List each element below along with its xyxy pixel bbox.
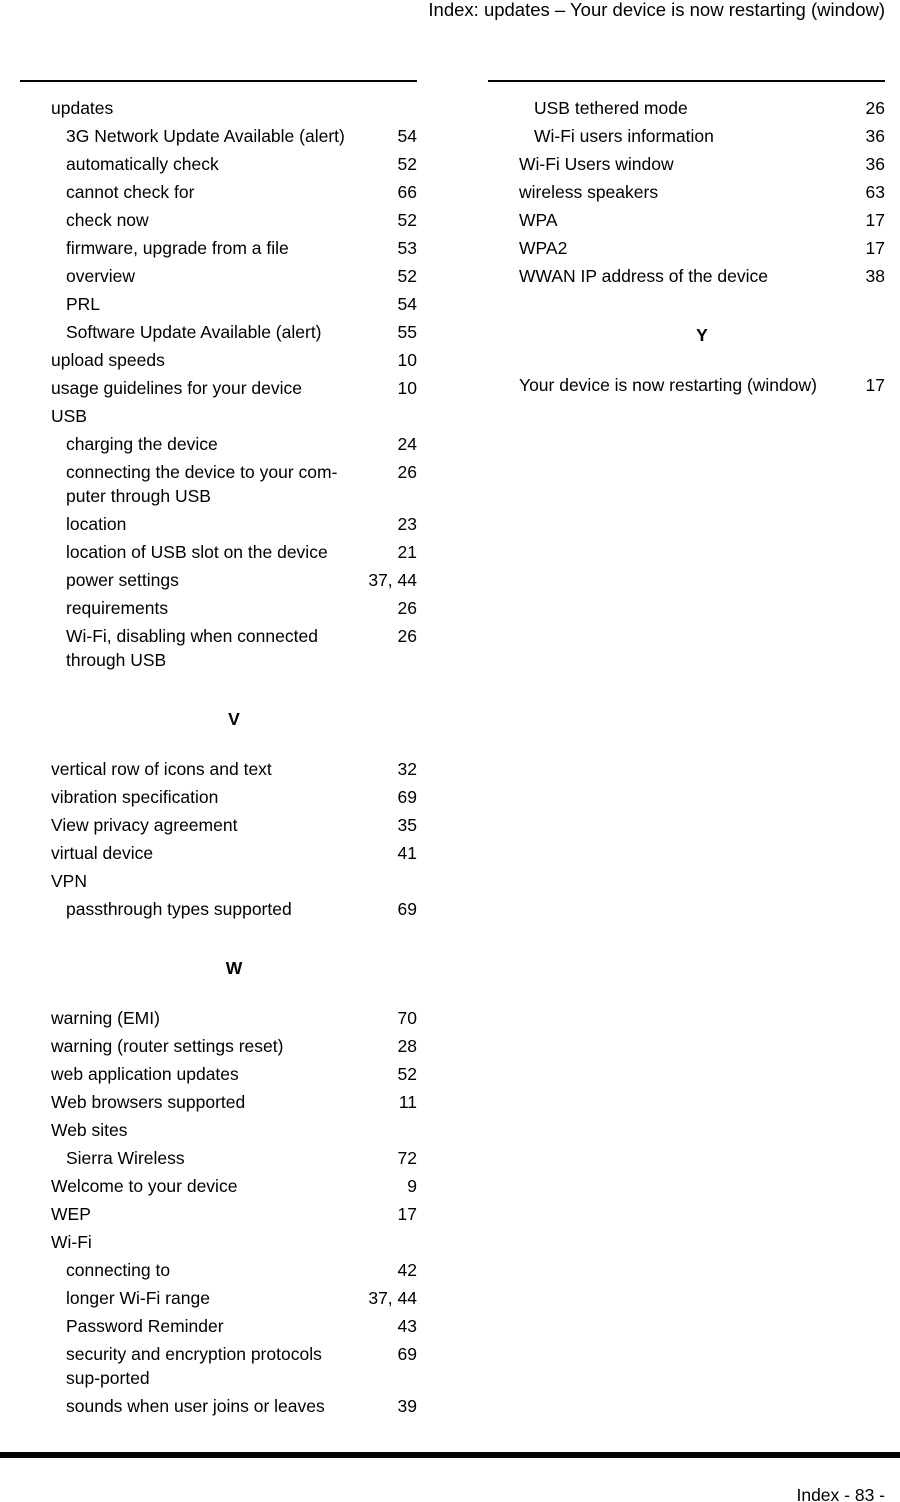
index-subentry: charging the device 24 [66, 434, 417, 454]
index-subentry: location 23 [66, 514, 417, 534]
index-group-updates [20, 96, 417, 672]
page-ref: 17 [865, 375, 885, 395]
page-ref: 69 [397, 899, 417, 919]
index-entry: web application updates 52 [51, 1064, 417, 1084]
section-letter-v: V [228, 709, 240, 729]
index-group-v [20, 757, 417, 921]
index-entry: Wi-Fi [51, 1232, 92, 1252]
index-entry: WEP 17 [51, 1204, 417, 1224]
page-ref: 69 [397, 787, 417, 807]
page-ref: 23 [397, 514, 417, 534]
page-ref: 53 [397, 238, 417, 258]
index-entry: vertical row of icons and text 32 [51, 759, 417, 779]
index-column-right [488, 80, 885, 401]
index-entry: vibration specification 69 [51, 787, 417, 807]
index-subentry: passthrough types supported 69 [66, 899, 417, 919]
index-entry: updates [51, 98, 114, 118]
index-entry: upload speeds 10 [51, 350, 417, 370]
page-ref: 37, 44 [368, 570, 417, 590]
index-entry: virtual device 41 [51, 843, 417, 863]
page-ref: 36 [865, 126, 885, 146]
page-ref: 52 [397, 210, 417, 230]
index-entry: Wi-Fi Users window 36 [519, 154, 885, 174]
footer-rule [0, 1452, 900, 1458]
index-entry: usage guidelines for your device 10 [51, 378, 417, 398]
page-number: Index - 83 - [796, 1485, 885, 1502]
index-subentry: cannot check for 66 [66, 182, 417, 202]
index-subentry: sounds when user joins or leaves 39 [66, 1396, 417, 1416]
page-ref: 32 [397, 759, 417, 779]
index-entry: Welcome to your device 9 [51, 1176, 417, 1196]
page-ref: 10 [397, 378, 417, 398]
index-entry: WWAN IP address of the device 38 [519, 266, 885, 286]
column-rule [488, 80, 885, 82]
index-entry: Web sites [51, 1120, 128, 1140]
index-subentry: Wi-Fi, disabling when connected through USB 26 [66, 626, 417, 670]
index-subentry: connecting the device to your com-puter through USB 26 [66, 462, 417, 506]
index-subentry: PRL 54 [66, 294, 417, 314]
index-subentry: 3G Network Update Available (alert) 54 [66, 126, 417, 146]
page-ref: 10 [397, 350, 417, 370]
page-ref: 43 [397, 1316, 417, 1336]
page-ref: 11 [398, 1092, 417, 1112]
page-ref: 66 [397, 182, 417, 202]
index-subentry: location of USB slot on the device 21 [66, 542, 417, 562]
index-entry: USB [51, 406, 87, 426]
section-letter-w: W [225, 958, 243, 978]
section-letter-y: Y [696, 325, 708, 345]
page-ref: 72 [397, 1148, 417, 1168]
page-ref: 52 [397, 1064, 417, 1084]
page-ref: 36 [865, 154, 885, 174]
index-column-left [20, 80, 417, 1422]
page-ref: 55 [397, 322, 417, 342]
index-subentry: Wi-Fi users information 36 [534, 126, 885, 146]
index-entry: warning (EMI) 70 [51, 1008, 417, 1028]
page-ref: 41 [397, 843, 417, 863]
page-ref: 63 [865, 182, 885, 202]
page-ref: 38 [865, 266, 885, 286]
column-rule [20, 80, 417, 82]
page-ref: 24 [397, 434, 417, 454]
index-subentry: requirements 26 [66, 598, 417, 618]
index-subentry: Password Reminder 43 [66, 1316, 417, 1336]
page-ref: 26 [397, 626, 417, 646]
page-ref: 26 [865, 98, 885, 118]
page-ref: 54 [397, 126, 417, 146]
index-entry: Web browsers supported 11 [51, 1092, 417, 1112]
page-ref: 52 [397, 266, 417, 286]
page-ref: 21 [397, 542, 417, 562]
page-ref: 17 [397, 1204, 417, 1224]
index-subentry: Sierra Wireless 72 [66, 1148, 417, 1168]
index-entry: View privacy agreement 35 [51, 815, 417, 835]
page-ref: 42 [397, 1260, 417, 1280]
page-ref: 17 [865, 238, 885, 258]
index-subentry: check now 52 [66, 210, 417, 230]
page-ref: 17 [865, 210, 885, 230]
index-group-w-continued [488, 96, 885, 288]
page-ref: 69 [397, 1344, 417, 1364]
index-entry: VPN [51, 871, 87, 891]
index-subentry: USB tethered mode 26 [534, 98, 885, 118]
index-subentry: connecting to 42 [66, 1260, 417, 1280]
page-ref: 39 [397, 1396, 417, 1416]
index-entry: wireless speakers 63 [519, 182, 885, 202]
page-ref: 26 [397, 598, 417, 618]
index-entry: warning (router settings reset) 28 [51, 1036, 417, 1056]
running-head: Index: updates – Your device is now restarting (window) [428, 0, 885, 20]
page-ref: 28 [397, 1036, 417, 1056]
index-subentry: firmware, upgrade from a file 53 [66, 238, 417, 258]
page-ref: 26 [397, 462, 417, 482]
index-subentry: Software Update Available (alert) 55 [66, 322, 417, 342]
index-entry: WPA2 17 [519, 238, 885, 258]
index-subentry: power settings 37, 44 [66, 570, 417, 590]
page-ref: 35 [397, 815, 417, 835]
index-group-y [488, 373, 885, 397]
page-ref: 70 [397, 1008, 417, 1028]
page-ref: 9 [407, 1176, 417, 1196]
page-ref: 37, 44 [368, 1288, 417, 1308]
index-entry: WPA 17 [519, 210, 885, 230]
page-ref: 54 [397, 294, 417, 314]
index-group-w [20, 1006, 417, 1418]
page-ref: 52 [397, 154, 417, 174]
index-subentry: overview 52 [66, 266, 417, 286]
index-subentry: security and encryption protocols sup-ported 69 [66, 1344, 417, 1388]
index-entry: Your device is now restarting (window) 17 [519, 375, 885, 395]
index-subentry: automatically check 52 [66, 154, 417, 174]
index-subentry: longer Wi-Fi range 37, 44 [66, 1288, 417, 1308]
